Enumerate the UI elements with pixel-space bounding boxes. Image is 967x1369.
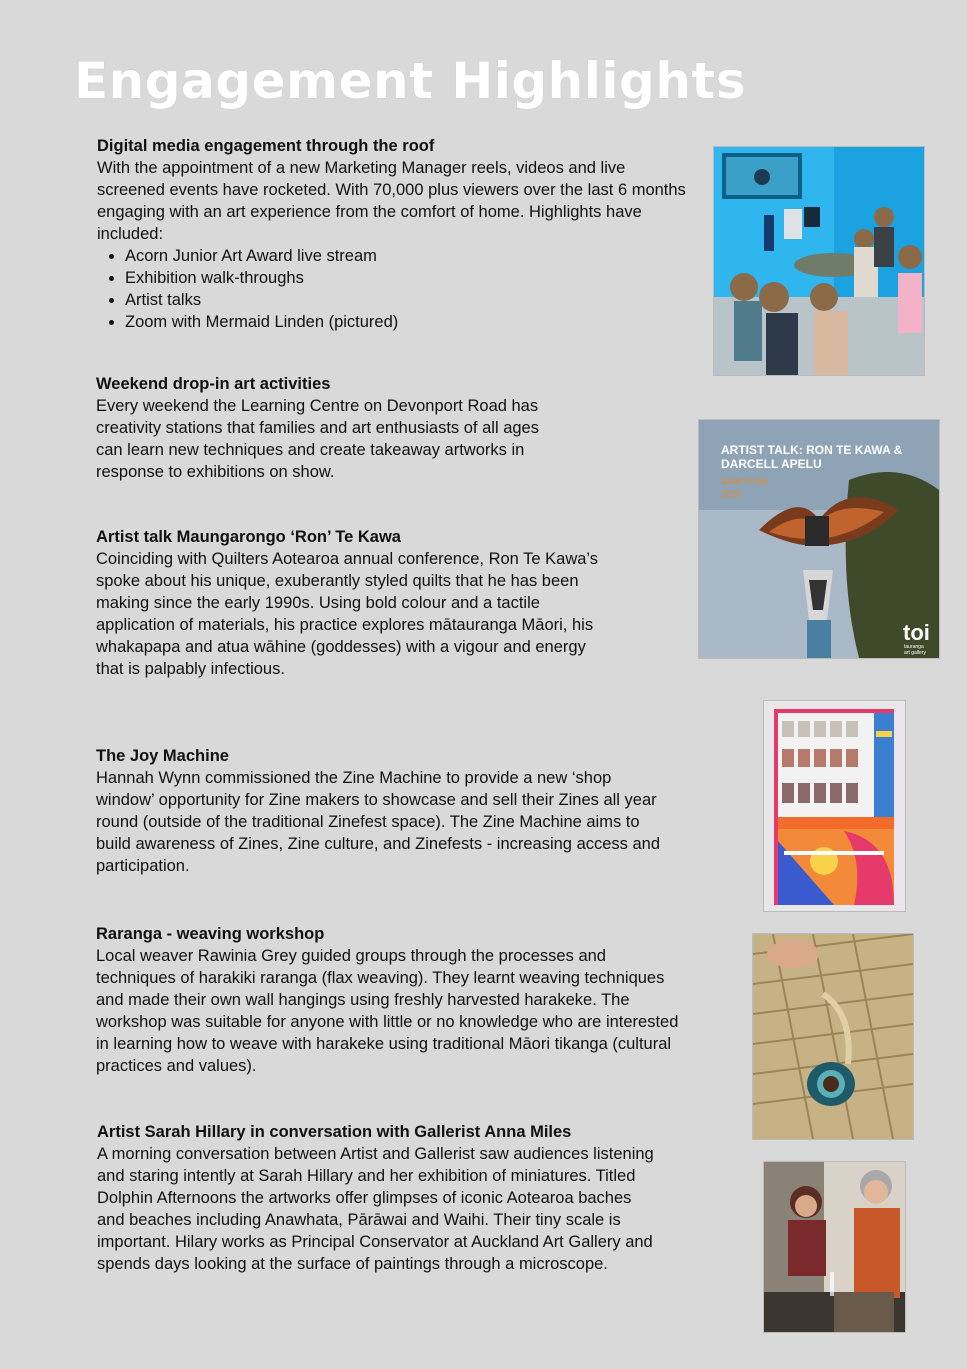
toi-logo-sub2: art gallery (904, 650, 926, 656)
photo-zine-machine-image (764, 701, 905, 911)
photo-conversation-image (764, 1162, 905, 1332)
toi-logo-sub1: tauranga (904, 644, 924, 650)
list-item: • Zoom with Mermaid Linden (pictured) (125, 311, 697, 333)
section-joy-machine (96, 745, 666, 877)
photo-weaving (752, 933, 914, 1140)
page-title: Engagement Highlights (74, 52, 747, 110)
section-heading: Raranga - weaving workshop (96, 925, 325, 943)
poster-artist-talk (698, 419, 940, 659)
photo-conversation (763, 1161, 906, 1333)
section-body: Hannah Wynn commissioned the Zine Machine to provide a new ‘shop window’ opportunity for Zine makers to showcase and sell their Zines all year round (outside of the traditional Zinefest space). The Zine Machine aims to build awareness of Zines, Zine culture, and Zinefests - increasing access and participation. (96, 769, 661, 875)
poster-time: 11am 8 July (721, 476, 769, 486)
toi-logo: toi (903, 620, 930, 645)
photo-weaving-image (753, 934, 913, 1139)
list-item: • Acorn Junior Art Award live stream (125, 245, 697, 267)
section-weekend-activities (96, 373, 556, 483)
section-body: Local weaver Rawinia Grey guided groups through the processes and techniques of harakiki raranga (flax weaving). They learnt weaving techniques and made their own wall hangings using freshly harvested harakeke. The workshop was suitable for anyone with little or no knowledge who are interested in learning how to weave with harakeke using traditional Māori tikanga (cultural practices and values). (96, 947, 679, 1075)
list-item: • Artist talks (125, 289, 697, 311)
photo-mermaid-livestream (713, 146, 925, 376)
poster-year: 2023 (721, 489, 742, 499)
section-body: A morning conversation between Artist and Gallerist saw audiences listening and staring intently at Sarah Hillary and her exhibition of miniatures. Titled Dolphin Afternoons the artworks offer glimpses of iconic Aotearoa baches and beaches including Anawhata, Pārāwai and Waihi. Their tiny scale is important. Hilary works as Principal Conservator at Auckland Art Gallery and spends days looking at the surface of paintings through a microscope. (97, 1145, 654, 1273)
poster-artist-talk-image (699, 420, 939, 658)
highlights-list (97, 245, 697, 333)
section-artist-talk-ron (96, 526, 606, 680)
section-body: Every weekend the Learning Centre on Devonport Road has creativity stations that families and art enthusiasts of all ages can learn new techniques and create takeaway artworks in response to exhibitions on show. (96, 397, 539, 481)
section-heading: Artist Sarah Hillary in conversation with Gallerist Anna Miles (97, 1123, 572, 1141)
photo-mermaid-livestream-image (714, 147, 924, 375)
photo-zine-machine (763, 700, 906, 912)
poster-title-line1: ARTIST TALK: RON TE KAWA & (721, 443, 903, 457)
section-heading: The Joy Machine (96, 747, 229, 765)
section-heading: Artist talk Maungarongo ‘Ron’ Te Kawa (96, 528, 401, 546)
section-raranga-workshop (96, 923, 681, 1077)
poster-title-line2: DARCELL APELU (721, 457, 822, 471)
section-body: With the appointment of a new Marketing Manager reels, videos and live screened events have rocketed. With 70,000 plus viewers over the last 6 months engaging with an art experience from the comfort of home. Highlights have included: (97, 159, 686, 243)
section-heading: Weekend drop-in art activities (96, 375, 331, 393)
section-sarah-hillary (97, 1121, 662, 1275)
list-item: • Exhibition walk-throughs (125, 267, 697, 289)
section-heading: Digital media engagement through the roof (97, 137, 435, 155)
section-digital-media (97, 135, 697, 333)
section-body: Coinciding with Quilters Aotearoa annual conference, Ron Te Kawa’s spoke about his unique, exuberantly styled quilts that he has been making since the early 1990s. Using bold colour and a tactile application of materials, his practice explores mātauranga Māori, his whakapapa and atua wāhine (goddesses) with a vigour and energy that is palpably infectious. (96, 550, 599, 678)
